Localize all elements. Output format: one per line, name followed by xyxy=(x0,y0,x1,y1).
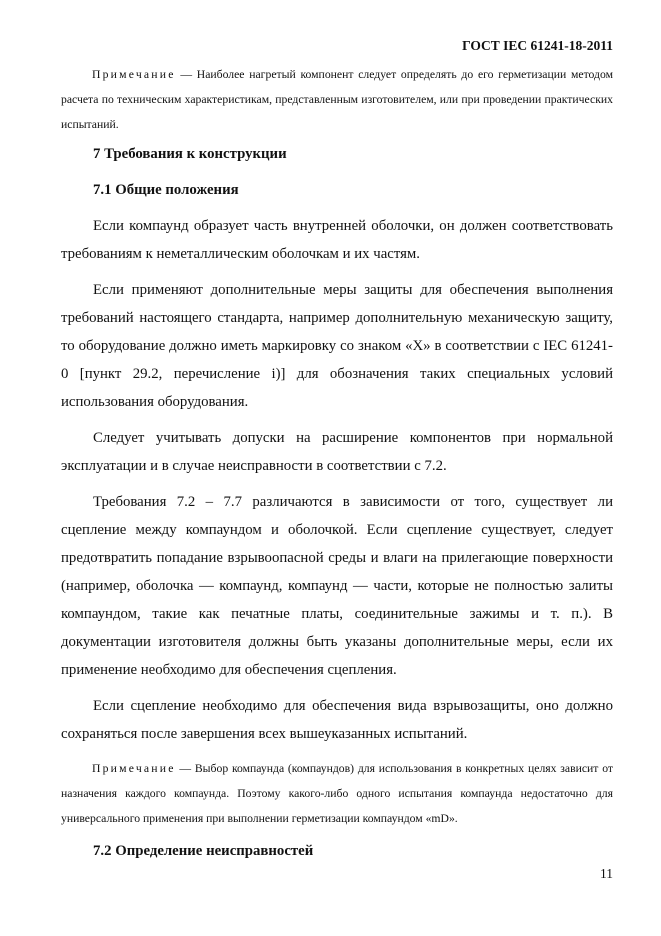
page-body xyxy=(61,62,613,873)
paragraph-5: Если сцепление необходимо для обеспечения вида взрывозащиты, оно должно сохраняться после завершения всех вышеуказанных испытаний. xyxy=(61,698,613,742)
paragraph-4: Требования 7.2 – 7.7 различаются в зависимости от того, существует ли сцепление между компаундом и оболочкой. Если сцепление существует, следует предотвратить попадание взрывоопасной среды и влаги на прилегающие поверхности (например, оболочка — компаунд, компаунд — части, которые не полностью залиты компаундом, такие как печатные платы, соединительные зажимы и т. п.). В документации изготовителя должны быть указаны дополнительные меры, если их применение необходимо для обеспечения сцепления. xyxy=(61,494,613,678)
section-7-2-heading: 7.2 Определение неисправностей xyxy=(93,843,314,859)
note-1-dash: — xyxy=(175,68,197,81)
note-1-label: Примечание xyxy=(92,68,176,81)
note-2 xyxy=(61,756,613,831)
document-header: ГОСТ IEC 61241-18-2011 xyxy=(462,38,613,53)
note-2-text: Выбор компаунда (компаундов) для использования в конкретных целях зависит от назначения каждого компаунда. Поэтому какого-либо одного испытания компаунда недостаточно для универсального применения при выполнении герметизации компаундом «mD». xyxy=(61,762,614,825)
note-1 xyxy=(61,62,613,137)
note-2-label: Примечание xyxy=(92,762,176,775)
note-2-dash: — xyxy=(175,762,195,775)
page-number: 11 xyxy=(600,866,613,881)
section-7-1-heading: 7.1 Общие положения xyxy=(93,182,239,198)
section-7-heading: 7 Требования к конструкции xyxy=(93,146,287,162)
paragraph-2: Если применяют дополнительные меры защиты для обеспечения выполнения требований настоящего стандарта, например дополнительную механическую защиту, то оборудование должно иметь маркировку со знаком «Х» в соответствии с IEC 61241-0 [пункт 29.2, перечисление i)] для обозначения таких специальных условий использования оборудования. xyxy=(61,282,613,410)
paragraph-1: Если компаунд образует часть внутренней оболочки, он должен соответствовать требованиям к неметаллическим оболочкам и их частям. xyxy=(61,218,613,262)
note-1-text: Наиболее нагретый компонент следует определять до его герметизации методом расчета по техническим характеристикам, представленным изготовителем, или при проведении практических испытаний. xyxy=(61,68,613,131)
paragraph-3: Следует учитывать допуски на расширение компонентов при нормальной эксплуатации и в случае неисправности в соответствии с 7.2. xyxy=(61,430,613,474)
